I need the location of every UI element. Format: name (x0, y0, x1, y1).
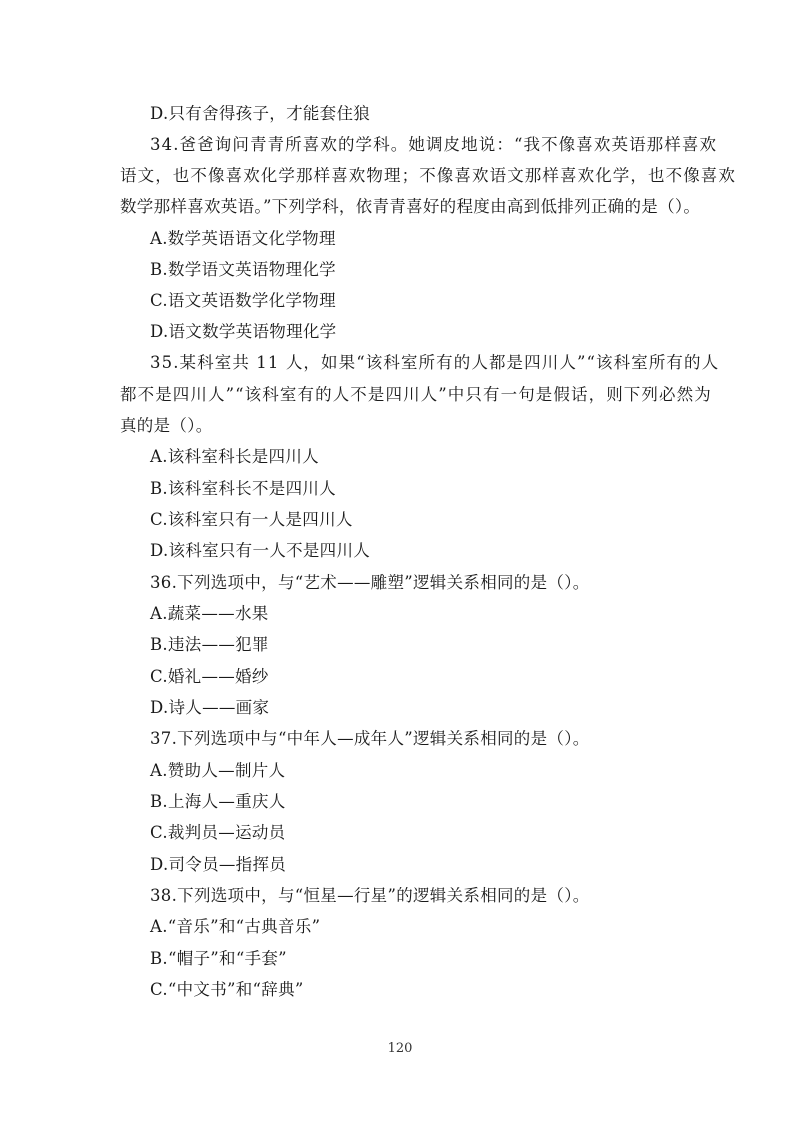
option-a-q37: A.赞助人—制片人 (150, 761, 286, 780)
option-d-q36: D.诗人——画家 (150, 698, 270, 717)
option-a-q34: A.数学英语语文化学物理 (150, 229, 336, 248)
option-c-q37: C.裁判员—运动员 (150, 823, 286, 842)
question-34-line-2: 语文，也不像喜欢化学那样喜欢物理；不像喜欢语文那样喜欢化学，也不像喜欢 (120, 166, 736, 185)
option-d-q33: D.只有舍得孩子，才能套住狼 (150, 104, 371, 123)
question-37: 37.下列选项中与“中年人—成年人”逻辑关系相同的是（）。 (150, 729, 590, 748)
option-a-q36: A.蔬菜——水果 (150, 604, 269, 623)
option-d-q34: D.语文数学英语物理化学 (150, 322, 337, 341)
question-35-line-3: 真的是（）。 (120, 416, 213, 435)
option-d-q35: D.该科室只有一人不是四川人 (150, 541, 371, 560)
option-b-q35: B.该科室科长不是四川人 (150, 479, 336, 498)
option-d-q37: D.司令员—指挥员 (150, 855, 287, 874)
question-34-line-3: 数学那样喜欢英语。”下列学科，依青青喜好的程度由高到低排列正确的是（）。 (120, 197, 701, 216)
question-34-line-1: 34.爸爸询问青青所喜欢的学科。她调皮地说：“我不像喜欢英语那样喜欢 (150, 135, 718, 154)
question-36: 36.下列选项中，与“艺术——雕塑”逻辑关系相同的是（）。 (150, 573, 590, 592)
option-c-q36: C.婚礼——婚纱 (150, 667, 269, 686)
question-35-line-1: 35.某科室共 11 人，如果“该科室所有的人都是四川人”“该科室所有的人 (150, 353, 720, 372)
question-38: 38.下列选项中，与“恒星—行星”的逻辑关系相同的是（）。 (150, 886, 590, 905)
option-b-q38: B.“帽子”和“手套” (150, 949, 287, 968)
option-a-q35: A.该科室科长是四川人 (150, 447, 319, 466)
option-b-q36: B.违法——犯罪 (150, 635, 269, 654)
page-number: 120 (387, 1041, 413, 1056)
question-35-line-2: 都不是四川人”“该科室有的人不是四川人”中只有一句是假话，则下列必然为 (120, 385, 712, 404)
option-b-q34: B.数学语文英语物理化学 (150, 260, 336, 279)
option-a-q38: A.“音乐”和“古典音乐” (150, 917, 321, 936)
option-c-q38: C.“中文书”和“辞典” (150, 980, 304, 999)
option-c-q34: C.语文英语数学化学物理 (150, 291, 336, 310)
option-b-q37: B.上海人—重庆人 (150, 792, 286, 811)
option-c-q35: C.该科室只有一人是四川人 (150, 510, 353, 529)
